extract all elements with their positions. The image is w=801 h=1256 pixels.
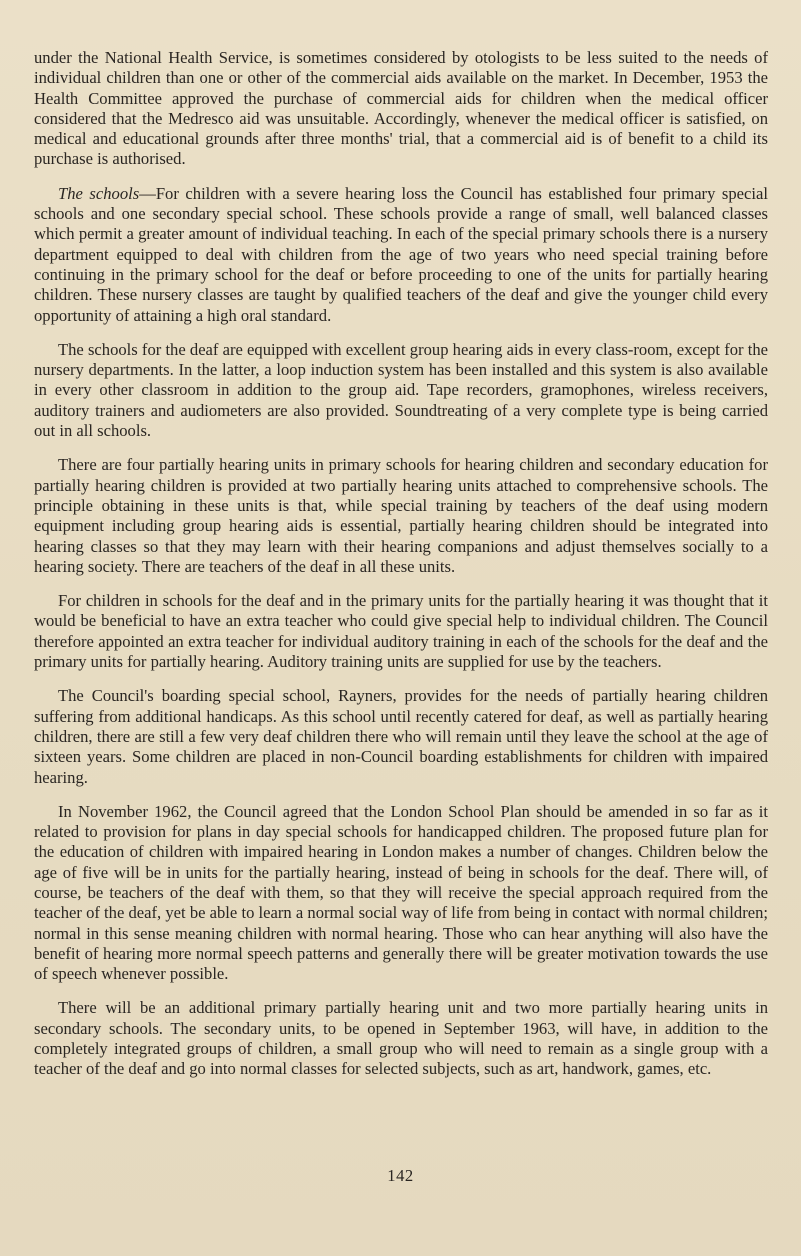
paragraph-london-school-plan: In November 1962, the Council agreed that the London School Plan should be amended in so far as it related to provision for plans in day special schools for handicapped children. The proposed future plan for the education of children with impaired hearing in London makes a number of changes. Children below the age of five will be in units for the partially hearing, instead of being in schools for the deaf. There will, of course, be teachers of the deaf with them, so that they will receive the special approach required from the teacher of the deaf, yet be able to learn a normal social way of life from being in contact with normal children; normal in this sense meaning children with normal hearing. Those who can hear anything will also have the benefit of hearing more normal speech patterns and generally there will be greater motivation towards the use of speech whenever possible. bbox=[34, 801, 768, 984]
paragraph-the-schools bbox=[34, 184, 768, 326]
paragraph-extra-teacher: For children in schools for the deaf and in the primary units for the partially hearing it was thought that it would be beneficial to have an extra teacher who could give special help to individual children. The Council therefore appointed an extra teacher for individual auditory training in each of the schools for the deaf and the primary units for partially hearing. Auditory training units are supplied for use by the teachers. bbox=[34, 591, 768, 672]
paragraph-hearing-aids-continued: under the National Health Service, is sometimes considered by otologists to be less suited to the needs of individual children than one or other of the commercial aids available on the market. In December, 1953 the Health Committee approved the purchase of commercial aids for children when the medical officer considered that the Medresco aid was unsuitable. Accordingly, whenever the medical officer is satisfied, on medical and educational grounds after three months' trial, that a commercial aid is of benefit to a child its purchase is authorised. bbox=[34, 48, 768, 169]
paragraph-group-hearing-aids: The schools for the deaf are equipped with excellent group hearing aids in every class-room, except for the nursery departments. In the latter, a loop induction system has been installed and this system is also available in every other classroom in addition to the group aid. Tape recorders, gramophones, wireless receivers, auditory trainers and audiometers are also provided. Soundtreating of a very complete type is being carried out in all schools. bbox=[34, 339, 768, 441]
paragraph-partially-hearing-units: There are four partially hearing units in primary schools for hearing children and secondary education for partially hearing children is provided at two partially hearing units attached to comprehensive schools. The principle obtaining in these units is that, while special training by teachers of the deaf using modern equipment including group hearing aids is essential, partially hearing children should be integrated into hearing classes so that they may learn with their hearing companions and adjust themselves socially to a hearing society. There are teachers of the deaf in all these units. bbox=[34, 455, 768, 576]
page-number: 142 bbox=[387, 1166, 414, 1185]
paragraph-rayners-school: The Council's boarding special school, Rayners, provides for the needs of partially hearing children suffering from additional handicaps. As this school until recently catered for deaf, as well as partially hearing children, there are still a few very deaf children there who will remain until they leave the school at the age of sixteen years. Some children are placed in non-Council boarding establishments for children with impaired hearing. bbox=[34, 686, 768, 787]
paragraph-additional-units: There will be an additional primary partially hearing unit and two more partially hearing units in secondary schools. The secondary units, to be opened in September 1963, will have, in addition to the completely integrated groups of children, a small group who will need to remain as a single group with a teacher of the deaf and go into normal classes for selected subjects, such as art, handwork, games, etc. bbox=[34, 998, 768, 1079]
body-text bbox=[34, 48, 768, 1094]
section-heading-the-schools: The schools bbox=[58, 183, 140, 203]
paragraph-the-schools-text: —For children with a severe hearing loss the Council has established four primary special schools and one secondary special school. These schools provide a range of small, well balanced classes which permit a greater amount of individual teaching. In each of the special primary schools there is a nursery department equipped to deal with children from the age of two years who need special training before continuing in the primary school for the deaf or before proceeding to one of the units for partially hearing children. These nursery classes are taught by qualified teachers of the deaf and give the younger child every opportunity of attaining a high oral standard. bbox=[34, 183, 768, 325]
